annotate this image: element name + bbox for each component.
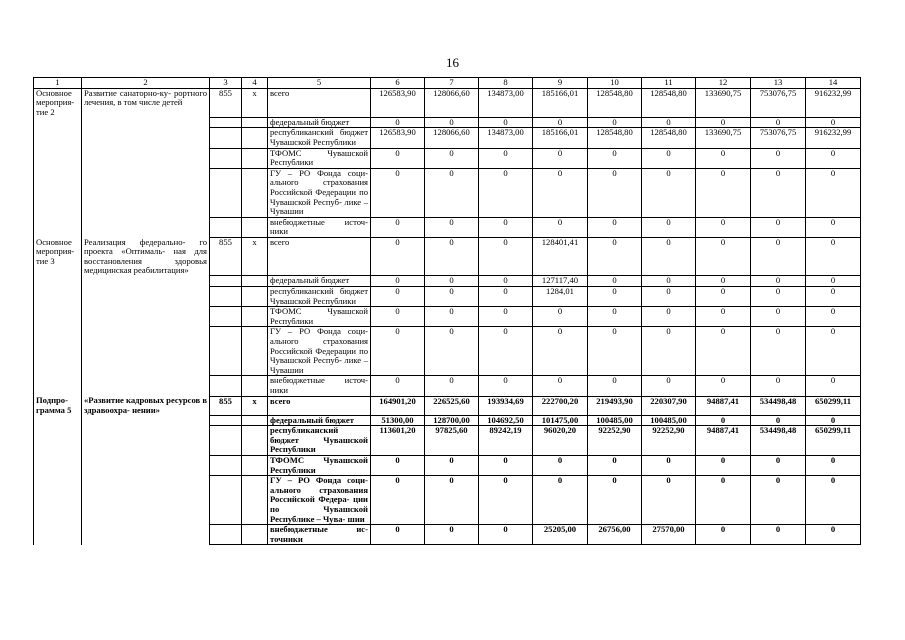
value-cell: 0 [751,456,806,476]
budget-code-cell: 855 [210,396,242,415]
table-row [34,238,861,276]
column-number: 3 [210,78,242,89]
table-row [34,88,861,117]
value-cell: 0 [696,148,751,168]
value-cell: 0 [479,456,533,476]
program-name-cell [82,128,210,148]
value-cell: 0 [479,476,533,525]
value-cell: 916232,99 [806,88,861,117]
value-cell: 0 [479,238,533,276]
value-cell: 0 [588,376,642,396]
table-row [34,307,861,327]
value-cell: 0 [371,238,425,276]
budget-code-cell [210,276,242,287]
budget-code-cell [210,327,242,376]
program-item-cell [34,476,82,525]
value-cell: 0 [425,327,479,376]
value-cell: 0 [371,456,425,476]
program-item-cell: Основное мероприя- тие 2 [34,88,82,117]
value-cell: 0 [806,148,861,168]
budget-code-cell [210,415,242,426]
table-row [34,426,861,456]
value-cell: 0 [479,327,533,376]
program-name-cell [82,217,210,237]
table-row [34,168,861,217]
value-cell: 0 [425,148,479,168]
funding-table [33,77,861,545]
value-cell: 0 [533,376,588,396]
table-row [34,415,861,426]
funding-source-cell: внебюджетные ис- точники [268,525,371,545]
table-row [34,128,861,148]
program-name-cell [82,456,210,476]
value-cell: 0 [642,327,696,376]
funding-source-cell: внебюджетные источ- ники [268,376,371,396]
program-item-cell [34,376,82,396]
table-row [34,396,861,415]
program-name-cell [82,327,210,376]
funding-source-cell: федеральный бюджет [268,415,371,426]
budget-code-cell [210,426,242,456]
value-cell: 0 [751,327,806,376]
table-row [34,456,861,476]
value-cell: 25205,00 [533,525,588,545]
marker-cell [242,286,268,306]
value-cell: 0 [533,456,588,476]
value-cell: 104692,50 [479,415,533,426]
program-item-cell [34,217,82,237]
program-name-cell [82,168,210,217]
program-item-cell [34,456,82,476]
value-cell: 0 [371,276,425,287]
marker-cell [242,476,268,525]
value-cell: 0 [479,117,533,128]
column-number-row [34,78,861,89]
column-number: 11 [642,78,696,89]
funding-source-cell: всего [268,88,371,117]
marker-cell [242,376,268,396]
value-cell: 753076,75 [751,88,806,117]
column-number: 4 [242,78,268,89]
value-cell: 0 [533,476,588,525]
value-cell: 126583,90 [371,128,425,148]
value-cell: 0 [751,525,806,545]
value-cell: 0 [588,327,642,376]
program-name-cell [82,525,210,545]
value-cell: 650299,11 [806,396,861,415]
value-cell: 128548,80 [642,128,696,148]
value-cell: 0 [371,327,425,376]
value-cell: 0 [371,217,425,237]
value-cell: 0 [806,276,861,287]
value-cell: 0 [533,217,588,237]
program-item-cell: Основное мероприя- тие 3 [34,238,82,276]
value-cell: 0 [588,148,642,168]
value-cell: 0 [806,327,861,376]
program-name-cell [82,117,210,128]
value-cell: 0 [806,286,861,306]
budget-code-cell [210,376,242,396]
budget-code-cell [210,307,242,327]
program-name-cell [82,415,210,426]
program-name-cell [82,307,210,327]
program-item-cell [34,148,82,168]
program-item-cell [34,426,82,456]
marker-cell [242,128,268,148]
value-cell: 0 [588,117,642,128]
program-item-cell [34,286,82,306]
value-cell: 0 [425,276,479,287]
value-cell: 0 [425,238,479,276]
value-cell: 0 [751,476,806,525]
value-cell: 0 [696,276,751,287]
value-cell: 0 [642,117,696,128]
value-cell: 0 [479,217,533,237]
program-name-cell: Развитие санаторно-ку- рортного лечения, в том числе детей [82,88,210,117]
program-item-cell [34,525,82,545]
value-cell: 0 [588,276,642,287]
value-cell: 92252,90 [642,426,696,456]
value-cell: 0 [479,525,533,545]
marker-cell [242,327,268,376]
value-cell: 222700,20 [533,396,588,415]
budget-code-cell [210,117,242,128]
value-cell: 0 [642,376,696,396]
value-cell: 0 [588,168,642,217]
value-cell: 0 [806,525,861,545]
program-name-cell: «Развитие кадровых ресурсов в здравоохра- нении» [82,396,210,415]
value-cell: 0 [751,276,806,287]
value-cell: 128548,80 [642,88,696,117]
value-cell: 0 [425,117,479,128]
value-cell: 0 [751,168,806,217]
funding-source-cell: республиканский бюджет Чувашской Республики [268,128,371,148]
table-row [34,525,861,545]
program-item-cell [34,415,82,426]
value-cell: 0 [479,148,533,168]
program-item-cell [34,307,82,327]
value-cell: 0 [425,456,479,476]
funding-source-cell: ТФОМС Чувашской Республики [268,148,371,168]
value-cell: 0 [642,307,696,327]
value-cell: 0 [751,376,806,396]
value-cell: 0 [696,168,751,217]
budget-code-cell: 855 [210,88,242,117]
value-cell: 94887,41 [696,426,751,456]
value-cell: 128548,80 [588,128,642,148]
value-cell: 753076,75 [751,128,806,148]
value-cell: 0 [642,286,696,306]
value-cell: 0 [696,415,751,426]
marker-cell [242,426,268,456]
value-cell: 126583,90 [371,88,425,117]
value-cell: 100485,00 [642,415,696,426]
column-number: 13 [751,78,806,89]
column-number: 5 [268,78,371,89]
funding-source-cell: всего [268,238,371,276]
value-cell: 0 [642,276,696,287]
value-cell: 0 [371,376,425,396]
funding-source-cell: ГУ – РО Фонда соци- ального страхования Российской Федерации по Чувашской Респуб- лике – Чувашии [268,168,371,217]
value-cell: 0 [696,286,751,306]
table-row [34,286,861,306]
marker-cell [242,168,268,217]
program-name-cell [82,376,210,396]
program-name-cell [82,286,210,306]
program-item-cell [34,128,82,148]
program-item-cell [34,276,82,287]
value-cell: 185166,01 [533,128,588,148]
value-cell: 0 [425,168,479,217]
column-number: 2 [82,78,210,89]
column-number: 14 [806,78,861,89]
funding-source-cell: всего [268,396,371,415]
value-cell: 0 [806,117,861,128]
value-cell: 0 [533,168,588,217]
value-cell: 0 [751,238,806,276]
value-cell: 27570,00 [642,525,696,545]
page-number: 16 [446,55,459,70]
marker-cell [242,525,268,545]
budget-code-cell [210,476,242,525]
value-cell: 0 [642,148,696,168]
program-item-cell [34,117,82,128]
value-cell: 1284,01 [533,286,588,306]
value-cell: 164901,20 [371,396,425,415]
value-cell: 0 [642,217,696,237]
program-item-cell: Подпро- грамма 5 [34,396,82,415]
marker-cell [242,276,268,287]
value-cell: 0 [751,415,806,426]
value-cell: 0 [425,217,479,237]
value-cell: 51300,00 [371,415,425,426]
value-cell: 101475,00 [533,415,588,426]
value-cell: 128548,80 [588,88,642,117]
value-cell: 0 [806,376,861,396]
value-cell: 0 [425,307,479,327]
value-cell: 0 [533,148,588,168]
value-cell: 0 [371,168,425,217]
value-cell: 0 [371,148,425,168]
value-cell: 0 [588,238,642,276]
budget-code-cell [210,456,242,476]
value-cell: 0 [371,476,425,525]
value-cell: 134873,00 [479,128,533,148]
value-cell: 128401,41 [533,238,588,276]
funding-source-cell: федеральный бюджет [268,276,371,287]
funding-source-cell: внебюджетные источ- ники [268,217,371,237]
program-item-cell [34,327,82,376]
value-cell: 193934,69 [479,396,533,415]
value-cell: 128700,00 [425,415,479,426]
value-cell: 0 [588,456,642,476]
program-name-cell [82,476,210,525]
value-cell: 113601,20 [371,426,425,456]
value-cell: 134873,00 [479,88,533,117]
value-cell: 127117,40 [533,276,588,287]
table-row [34,148,861,168]
value-cell: 89242,19 [479,426,533,456]
value-cell: 100485,00 [588,415,642,426]
value-cell: 0 [642,476,696,525]
value-cell: 0 [751,148,806,168]
program-item-cell [34,168,82,217]
marker-cell [242,415,268,426]
marker-cell [242,148,268,168]
value-cell: 128066,60 [425,88,479,117]
table-row [34,117,861,128]
value-cell: 0 [806,217,861,237]
table-row [34,376,861,396]
budget-code-cell [210,128,242,148]
value-cell: 0 [806,238,861,276]
value-cell: 916232,99 [806,128,861,148]
program-name-cell [82,426,210,456]
column-number: 6 [371,78,425,89]
value-cell: 0 [642,456,696,476]
marker-cell: x [242,238,268,276]
value-cell: 0 [751,117,806,128]
value-cell: 0 [479,286,533,306]
value-cell: 0 [696,525,751,545]
column-number: 8 [479,78,533,89]
value-cell: 0 [806,168,861,217]
funding-source-cell: ГУ – РО Фонда соци- ального страхования Российской Федера- ции по Чувашской Республике – Чува- шии [268,476,371,525]
value-cell: 0 [696,238,751,276]
marker-cell: x [242,88,268,117]
value-cell: 219493,90 [588,396,642,415]
value-cell: 0 [588,307,642,327]
budget-code-cell [210,217,242,237]
funding-source-cell: республиканский бюджет Чувашской Республики [268,426,371,456]
table-row [34,217,861,237]
budget-code-cell: 855 [210,238,242,276]
value-cell: 0 [533,117,588,128]
value-cell: 133690,75 [696,128,751,148]
program-name-cell: Реализация федерально- го проекта «Оптималь- ная для восстановления здоровья медицинская реабилитация» [82,238,210,276]
budget-code-cell [210,148,242,168]
value-cell: 133690,75 [696,88,751,117]
value-cell: 0 [751,217,806,237]
column-number: 12 [696,78,751,89]
table-row [34,276,861,287]
value-cell: 0 [479,376,533,396]
value-cell: 0 [696,217,751,237]
value-cell: 0 [642,238,696,276]
value-cell: 0 [696,117,751,128]
budget-code-cell [210,286,242,306]
funding-source-cell: ГУ – РО Фонда соци- ального страхования Российской Федерации по Чувашской Респуб- лике – Чувашии [268,327,371,376]
value-cell: 0 [751,286,806,306]
value-cell: 0 [588,476,642,525]
funding-source-cell: республиканский бюджет Чувашской Республики [268,286,371,306]
value-cell: 0 [479,276,533,287]
marker-cell [242,307,268,327]
marker-cell [242,217,268,237]
value-cell: 0 [588,217,642,237]
value-cell: 0 [425,376,479,396]
value-cell: 0 [371,117,425,128]
value-cell: 0 [425,286,479,306]
value-cell: 0 [479,307,533,327]
marker-cell: x [242,396,268,415]
value-cell: 0 [479,168,533,217]
value-cell: 92252,90 [588,426,642,456]
value-cell: 0 [371,286,425,306]
value-cell: 0 [806,476,861,525]
value-cell: 0 [425,476,479,525]
table-row [34,327,861,376]
program-name-cell [82,276,210,287]
funding-source-cell: федеральный бюджет [268,117,371,128]
value-cell: 94887,41 [696,396,751,415]
value-cell: 0 [806,307,861,327]
value-cell: 534498,48 [751,396,806,415]
value-cell: 185166,01 [533,88,588,117]
marker-cell [242,456,268,476]
value-cell: 0 [696,307,751,327]
value-cell: 0 [696,376,751,396]
funding-source-cell: ТФОМС Чувашской Республики [268,456,371,476]
marker-cell [242,117,268,128]
value-cell: 0 [533,327,588,376]
budget-code-cell [210,525,242,545]
value-cell: 0 [371,525,425,545]
value-cell: 0 [533,307,588,327]
value-cell: 0 [806,415,861,426]
value-cell: 128066,60 [425,128,479,148]
value-cell: 96020,20 [533,426,588,456]
column-number: 9 [533,78,588,89]
column-number: 1 [34,78,82,89]
value-cell: 0 [588,286,642,306]
value-cell: 26756,00 [588,525,642,545]
value-cell: 0 [371,307,425,327]
value-cell: 97825,60 [425,426,479,456]
budget-code-cell [210,168,242,217]
value-cell: 220307,90 [642,396,696,415]
value-cell: 0 [696,327,751,376]
column-number: 7 [425,78,479,89]
value-cell: 226525,60 [425,396,479,415]
value-cell: 0 [642,168,696,217]
value-cell: 0 [696,476,751,525]
program-name-cell [82,148,210,168]
value-cell: 0 [751,307,806,327]
value-cell: 0 [696,456,751,476]
value-cell: 650299,11 [806,426,861,456]
funding-source-cell: ТФОМС Чувашской Республики [268,307,371,327]
value-cell: 534498,48 [751,426,806,456]
value-cell: 0 [425,525,479,545]
table-row [34,476,861,525]
value-cell: 0 [806,456,861,476]
column-number: 10 [588,78,642,89]
